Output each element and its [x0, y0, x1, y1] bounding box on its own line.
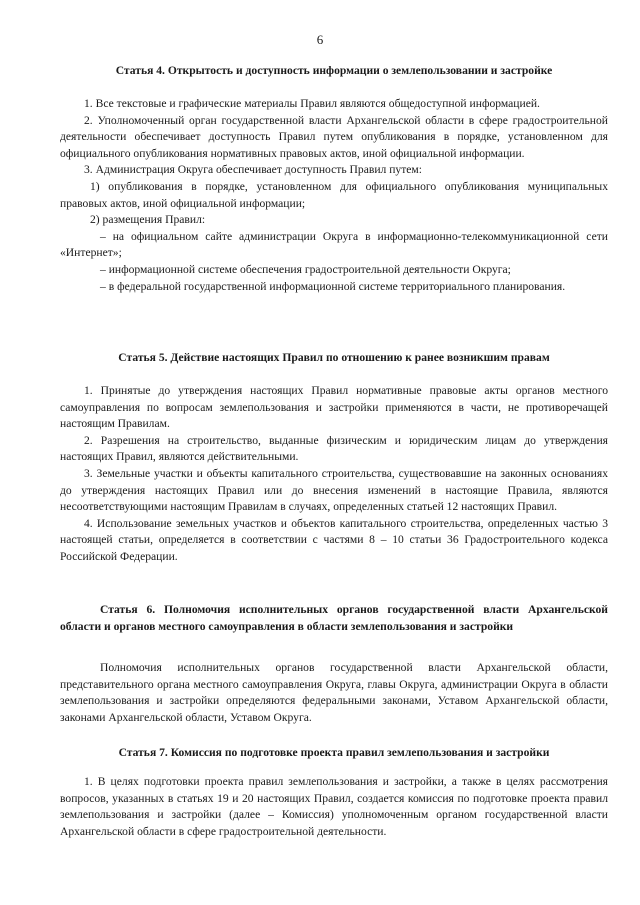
article-4	[60, 63, 608, 80]
article-7-body	[60, 774, 608, 840]
article-5	[60, 350, 608, 367]
article-6-body	[60, 660, 608, 726]
article-4-title: Статья 4. Открытость и доступность информации о землепользовании и застройке	[115, 64, 553, 77]
article-4-dash-1: – на официальном сайте администрации Округа в информационно-телекоммуникационной сети «Интернет»;	[60, 229, 608, 260]
article-7-title: Статья 7. Комиссия по подготовке проекта правил землепользования и застройки	[118, 746, 550, 759]
article-4-item-2: 2) размещения Правил:	[90, 213, 206, 227]
article-4-dash-3: – в федеральной государственной информационной системе территориального планирования.	[100, 279, 566, 293]
article-4-paragraph-3: 3. Администрация Округа обеспечивает доступность Правил путем:	[84, 163, 422, 177]
article-6	[60, 602, 608, 635]
article-5-body	[60, 383, 608, 566]
article-5-paragraph-1: 1. Принятые до утверждения настоящих Правил нормативные правовые акты органов местного самоуправления по вопросам землепользования и застройки применяются в части, не противоречащей настоящим Правилам.	[60, 384, 608, 431]
article-4-dash-2: – информационной системе обеспечения градостроительной деятельности Округа;	[100, 262, 511, 276]
page-number: 6	[316, 32, 324, 47]
article-7-paragraph-1: 1. В целях подготовки проекта правил землепользования и застройки, а также в целях рассмотрения вопросов, указанных в статьях 19 и 20 настоящих Правил, создается комиссия по подготовке проекта правил землепользования и застройки (далее – Комиссия) уполномоченным органом государственной власти Архангельской области в сфере градостроительной деятельности.	[60, 775, 608, 838]
article-5-paragraph-3: 3. Земельные участки и объекты капитального строительства, существовавшие на законных основаниях до утверждения настоящих Правил или до внесения изменений в настоящие Правила, являются несоответствующими настоящим Правилам в случаях, определенных статьей 12 настоящих Правил.	[60, 466, 608, 514]
article-5-paragraph-2: 2. Разрешения на строительство, выданные физическим и юридическим лицам до утверждения настоящих Правил, являются действительными.	[60, 433, 608, 464]
article-4-body	[60, 96, 608, 295]
article-6-title: Статья 6. Полномочия исполнительных органов государственной власти Архангельской области и органов местного самоуправления в области землепользования и застройки	[60, 603, 608, 633]
article-4-paragraph-2: 2. Уполномоченный орган государственной власти Архангельской области в сфере градостроительной деятельности обеспечивает доступность Правил путем опубликования в порядке, установленном для официального опубликования нормативных правовых актов, иной официальной информации.	[60, 113, 608, 160]
article-5-title: Статья 5. Действие настоящих Правил по отношению к ранее возникшим правам	[118, 351, 550, 364]
article-7	[60, 745, 608, 762]
article-6-paragraph-1: Полномочия исполнительных органов государственной власти Архангельской области, представительного органа местного самоуправления Округа, главы Округа, администрации Округа в области землепользования и застройки определяются федеральными законами, Уставом Архангельской области, законами Архангельской области, Уставом Округа.	[60, 661, 608, 724]
article-4-paragraph-1: 1. Все текстовые и графические материалы Правил являются общедоступной информацией.	[84, 97, 540, 110]
article-4-item-1: 1) опубликования в порядке, установленном для официального опубликования муниципальных правовых актов, иной официальной информации;	[60, 179, 608, 210]
article-5-paragraph-4: 4. Использование земельных участков и объектов капитального строительства, определенных частью 3 настоящей статьи, определяется в соответствии с частями 8 – 10 статьи 36 Градостроительного кодекса Российской Федерации.	[60, 516, 608, 563]
